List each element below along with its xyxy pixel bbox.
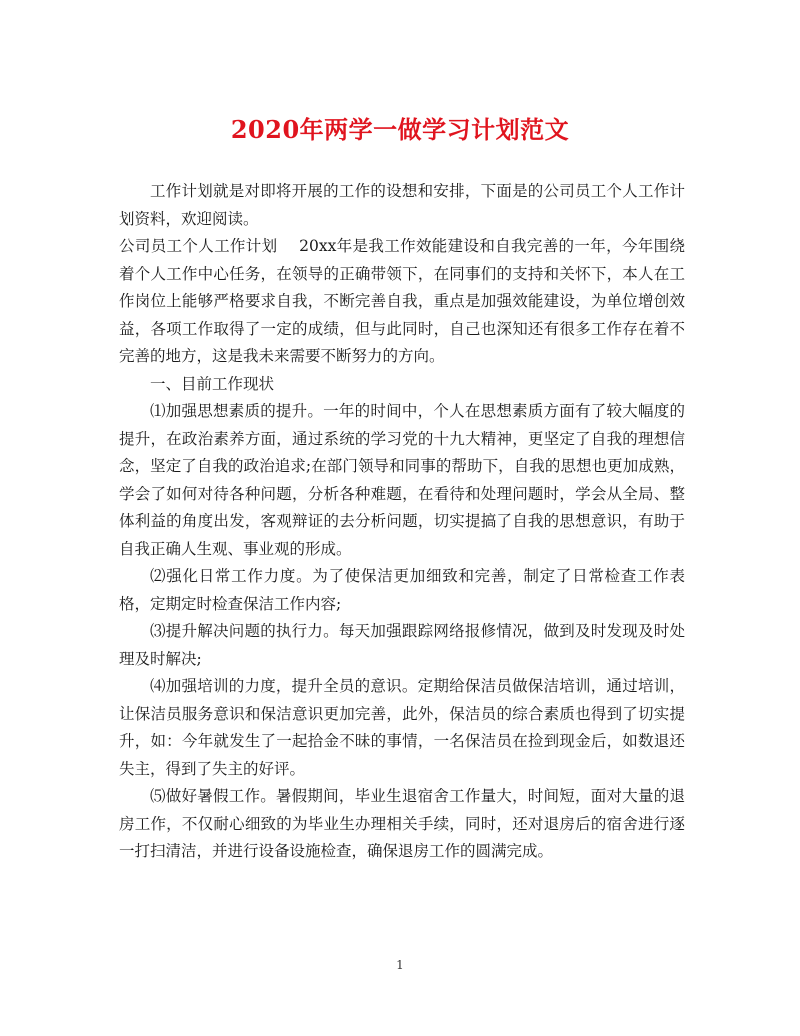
list-item: ⑷加强培训的力度，提升全员的意识。定期给保洁员做保洁培训，通过培训，让保洁员服务意识和保洁意识更加完善，此外，保洁员的综合素质也得到了切实提升，如：今年就发生了一起拾金不昧的事情，一名保洁员在捡到现金后，如数退还失主，得到了失主的好评。 (119, 677, 685, 778)
plan-paragraph (119, 233, 685, 371)
page-number: 1 (396, 958, 404, 972)
plan-title: 公司员工个人工作计划 (119, 237, 278, 255)
list-item: ⑶提升解决问题的执行力。每天加强跟踪网络报修情况，做到及时发现及时处理及时解决; (119, 622, 685, 668)
document-title: 2020年两学一做学习计划范文 (230, 115, 570, 144)
list-item: ⑴加强思想素质的提升。一年的时间中，个人在思想素质方面有了较大幅度的提升，在政治素养方面，通过系统的学习党的十九大精神，更坚定了自我的理想信念，坚定了自我的政治追求;在部门领导和同事的帮助下，自我的思想也更加成熟，学会了如何对待各种问题，分析各种难题，在看待和处理问题时，学会从全局、整体利益的角度出发，客观辩证的去分析问题，切实提搞了自我的思想意识，有助于自我正确人生观、事业观的形成。 (119, 402, 685, 558)
section-heading: 一、目前工作现状 (150, 374, 275, 393)
list-item: ⑸做好暑假工作。暑假期间，毕业生退宿舍工作量大，时间短，面对大量的退房工作，不仅耐心细致的为毕业生办理相关手续，同时，还对退房后的宿舍进行逐一打扫清洁，并进行设备设施检查，确保退房工作的圆满完成。 (119, 787, 685, 860)
list-item: ⑵强化日常工作力度。为了使保洁更加细致和完善，制定了日常检查工作表格，定期定时检查保洁工作内容; (119, 567, 685, 613)
document-body (119, 178, 685, 866)
intro-paragraph: 工作计划就是对即将开展的工作的设想和安排，下面是的公司员工个人工作计划资料，欢迎阅读。 (119, 182, 685, 228)
plan-body: 20xx年是我工作效能建设和自我完善的一年，今年围绕着个人工作中心任务，在领导的正确带领下，在同事们的支持和关怀下，本人在工作岗位上能够严格要求自我，不断完善自我，重点是加强效能建设，为单位增创效益，各项工作取得了一定的成绩，但与此同时，自己也深知还有很多工作存在着不完善的地方，这是我未来需要不断努力的方向。 (119, 237, 685, 365)
